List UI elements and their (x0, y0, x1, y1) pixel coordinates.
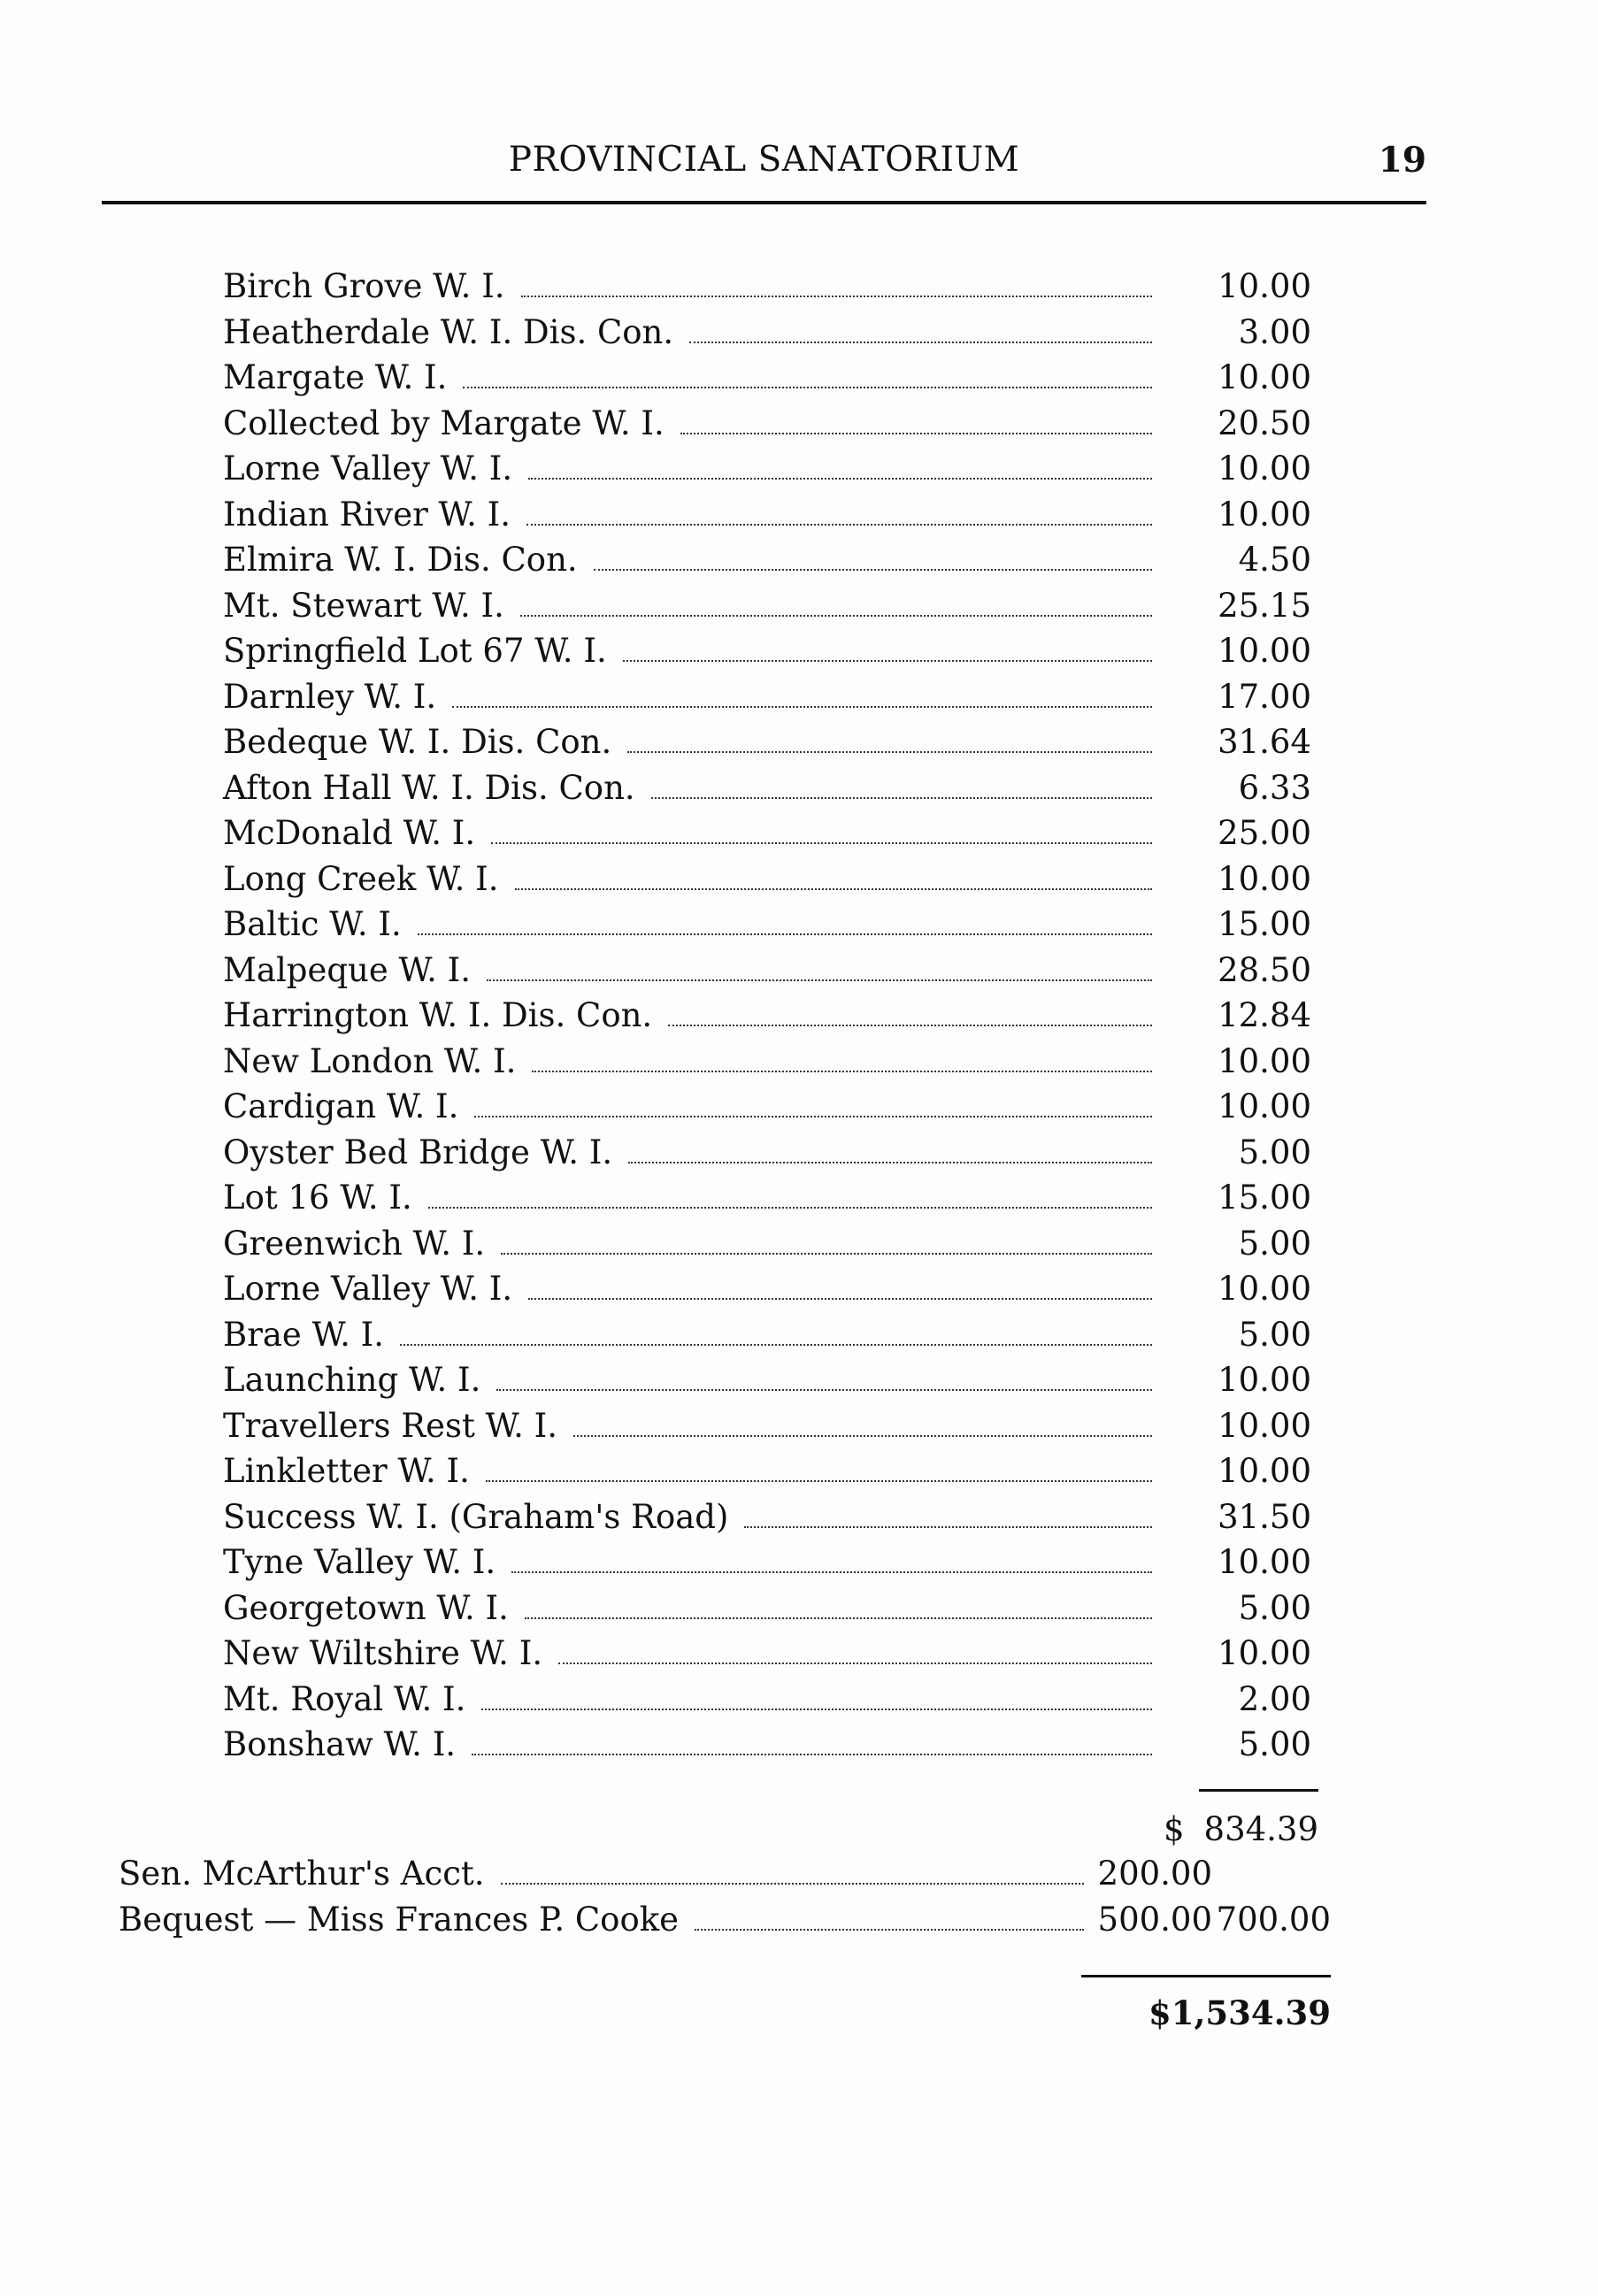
entry-amount: 10.00 (1218, 267, 1311, 305)
entry-name: New London W. I. (223, 1042, 517, 1080)
dot-leader (501, 1862, 1084, 1885)
entry-amount: 28.50 (1218, 951, 1311, 989)
list-item (223, 814, 1311, 858)
entry-name: Brae W. I. (223, 1316, 385, 1354)
dot-leader (695, 1908, 1083, 1931)
entry-amount: 31.50 (1218, 1498, 1311, 1536)
list-item (223, 1407, 1311, 1451)
list-item (223, 905, 1311, 949)
entry-amount: 10.00 (1218, 1634, 1311, 1672)
dot-leader (526, 503, 1152, 526)
dot-leader (594, 548, 1152, 571)
dot-leader (472, 1732, 1152, 1755)
list-item (223, 1680, 1311, 1724)
dot-leader (428, 1186, 1152, 1209)
entry-name: Lorne Valley W. I. (223, 449, 513, 488)
dot-leader (463, 365, 1152, 388)
entry-name: Darnley W. I. (223, 678, 437, 716)
list-item (223, 404, 1311, 449)
dot-leader (520, 594, 1152, 617)
list-item (223, 632, 1311, 676)
entry-name: Greenwich W. I. (223, 1225, 486, 1263)
account-amount: 200.00 (1097, 1854, 1212, 1893)
entry-amount: 12.84 (1218, 996, 1311, 1034)
entry-name: Lorne Valley W. I. (223, 1270, 513, 1308)
dot-leader (474, 1094, 1152, 1117)
list-item (223, 1498, 1311, 1542)
entry-amount: 3.00 (1238, 313, 1311, 351)
list-item (223, 1225, 1311, 1269)
entry-name: Harrington W. I. Dis. Con. (223, 996, 653, 1034)
account-amount: 500.00 (1097, 1901, 1212, 1939)
entry-amount: 10.00 (1218, 1452, 1311, 1490)
running-header (102, 140, 1426, 193)
entry-name: Malpeque W. I. (223, 951, 471, 989)
dot-leader (668, 1003, 1152, 1026)
list-item (223, 495, 1311, 540)
entry-amount: 10.00 (1218, 1361, 1311, 1399)
entry-amount: 5.00 (1238, 1316, 1311, 1354)
dot-leader (501, 1232, 1152, 1255)
list-item (223, 1133, 1311, 1178)
dot-leader (532, 1049, 1152, 1072)
entry-name: Mt. Stewart W. I. (223, 587, 504, 625)
list-item (223, 678, 1311, 722)
entry-amount: 5.00 (1238, 1725, 1311, 1763)
dot-leader (528, 1277, 1152, 1300)
entry-name: Bonshaw W. I. (223, 1725, 457, 1763)
entry-name: Heatherdale W. I. Dis. Con. (223, 313, 674, 351)
list-item (223, 1270, 1311, 1314)
entry-name: Baltic W. I. (223, 905, 402, 943)
entry-amount: 10.00 (1218, 1087, 1311, 1125)
list-item (223, 723, 1311, 767)
dot-leader (452, 685, 1152, 708)
list-item (223, 313, 1311, 357)
dot-leader (418, 912, 1152, 935)
entry-amount: 15.00 (1218, 905, 1311, 943)
subtotal-amount: 834.39 (1203, 1810, 1318, 1848)
dot-leader (487, 958, 1152, 981)
list-item (223, 1316, 1311, 1360)
entry-name: New Wiltshire W. I. (223, 1634, 543, 1672)
entry-name: Oyster Bed Bridge W. I. (223, 1133, 613, 1171)
entry-name: Travellers Rest W. I. (223, 1407, 558, 1445)
entry-name: Afton Hall W. I. Dis. Con. (223, 769, 635, 807)
dot-leader (528, 457, 1152, 480)
page-number: 19 (1378, 140, 1426, 180)
dot-leader (515, 867, 1152, 890)
entry-name: Launching W. I. (223, 1361, 481, 1399)
entry-amount: 10.00 (1218, 632, 1311, 670)
entry-amount: 17.00 (1218, 678, 1311, 716)
list-item (223, 1452, 1311, 1496)
list-item (223, 996, 1311, 1040)
list-item (223, 267, 1311, 311)
grand-total: $1,534.39 (1149, 1993, 1331, 2032)
list-item (223, 951, 1311, 995)
list-item (223, 1361, 1311, 1405)
entry-amount: 25.00 (1218, 814, 1311, 852)
list-item (223, 1634, 1311, 1678)
list-item (223, 449, 1311, 494)
dot-leader (400, 1323, 1152, 1346)
dot-leader (680, 411, 1152, 434)
entry-amount: 10.00 (1218, 1543, 1311, 1581)
account-name: Bequest — Miss Frances P. Cooke (119, 1901, 680, 1939)
dot-leader (744, 1505, 1152, 1528)
subtotal-rule (1199, 1789, 1318, 1792)
dot-leader (623, 639, 1152, 662)
entry-amount: 10.00 (1218, 1270, 1311, 1308)
entry-name: Mt. Royal W. I. (223, 1680, 466, 1718)
entry-amount: 10.00 (1218, 860, 1311, 898)
dot-leader (651, 776, 1152, 799)
account-name: Sen. McArthur's Acct. (119, 1854, 485, 1893)
account-row (119, 1901, 1331, 1945)
dot-leader (481, 1687, 1152, 1710)
entry-amount: 10.00 (1218, 1042, 1311, 1080)
entry-amount: 10.00 (1218, 358, 1311, 396)
list-item (223, 860, 1311, 904)
entry-name: Margate W. I. (223, 358, 448, 396)
entry-amount: 10.00 (1218, 1407, 1311, 1445)
entry-name: Birch Grove W. I. (223, 267, 505, 305)
entry-name: Georgetown W. I. (223, 1589, 509, 1627)
entry-name: Tyne Valley W. I. (223, 1543, 496, 1581)
list-item (223, 358, 1311, 403)
list-item (223, 541, 1311, 585)
dot-leader (525, 1596, 1152, 1619)
dot-leader (486, 1459, 1152, 1482)
dot-leader (573, 1414, 1152, 1437)
entry-name: Indian River W. I. (223, 495, 511, 534)
list-item (223, 587, 1311, 631)
dot-leader (496, 1368, 1152, 1391)
account-total: 700.00 (1216, 1901, 1331, 1939)
entry-name: McDonald W. I. (223, 814, 476, 852)
entry-amount: 5.00 (1238, 1589, 1311, 1627)
entry-amount: 2.00 (1238, 1680, 1311, 1718)
dot-leader (628, 1140, 1152, 1163)
entry-amount: 5.00 (1238, 1133, 1311, 1171)
entry-amount: 20.50 (1218, 404, 1311, 442)
entry-name: Success W. I. (Graham's Road) (223, 1498, 729, 1536)
currency-symbol: $ (1163, 1810, 1185, 1848)
account-row (119, 1854, 1331, 1899)
list-item (223, 1589, 1311, 1633)
entry-name: Lot 16 W. I. (223, 1179, 412, 1217)
dot-leader (521, 274, 1152, 297)
entry-name: Linkletter W. I. (223, 1452, 470, 1490)
dot-leader (627, 730, 1152, 753)
page-title: PROVINCIAL SANATORIUM (508, 140, 1020, 180)
entry-amount: 31.64 (1218, 723, 1311, 761)
list-item (223, 1543, 1311, 1587)
entry-amount: 5.00 (1238, 1225, 1311, 1263)
entry-name: Long Creek W. I. (223, 860, 499, 898)
list-item (223, 1087, 1311, 1132)
entry-amount: 15.00 (1218, 1179, 1311, 1217)
list-item (223, 1179, 1311, 1223)
entry-amount: 6.33 (1238, 769, 1311, 807)
total-rule (1081, 1975, 1331, 1977)
entry-name: Bedeque W. I. Dis. Con. (223, 723, 612, 761)
entry-name: Springfield Lot 67 W. I. (223, 632, 607, 670)
entry-amount: 25.15 (1218, 587, 1311, 625)
dot-leader (689, 320, 1152, 343)
header-rule (102, 201, 1426, 204)
entry-name: Collected by Margate W. I. (223, 404, 665, 442)
entry-amount: 4.50 (1238, 541, 1311, 579)
entry-amount: 10.00 (1218, 449, 1311, 488)
dot-leader (558, 1641, 1152, 1664)
dot-leader (511, 1550, 1152, 1573)
list-item (223, 1042, 1311, 1087)
subtotal (1164, 1810, 1318, 1848)
entry-name: Cardigan W. I. (223, 1087, 459, 1125)
list-item (223, 1725, 1311, 1770)
dot-leader (491, 821, 1152, 844)
entry-amount: 10.00 (1218, 495, 1311, 534)
entry-name: Elmira W. I. Dis. Con. (223, 541, 578, 579)
list-item (223, 769, 1311, 813)
